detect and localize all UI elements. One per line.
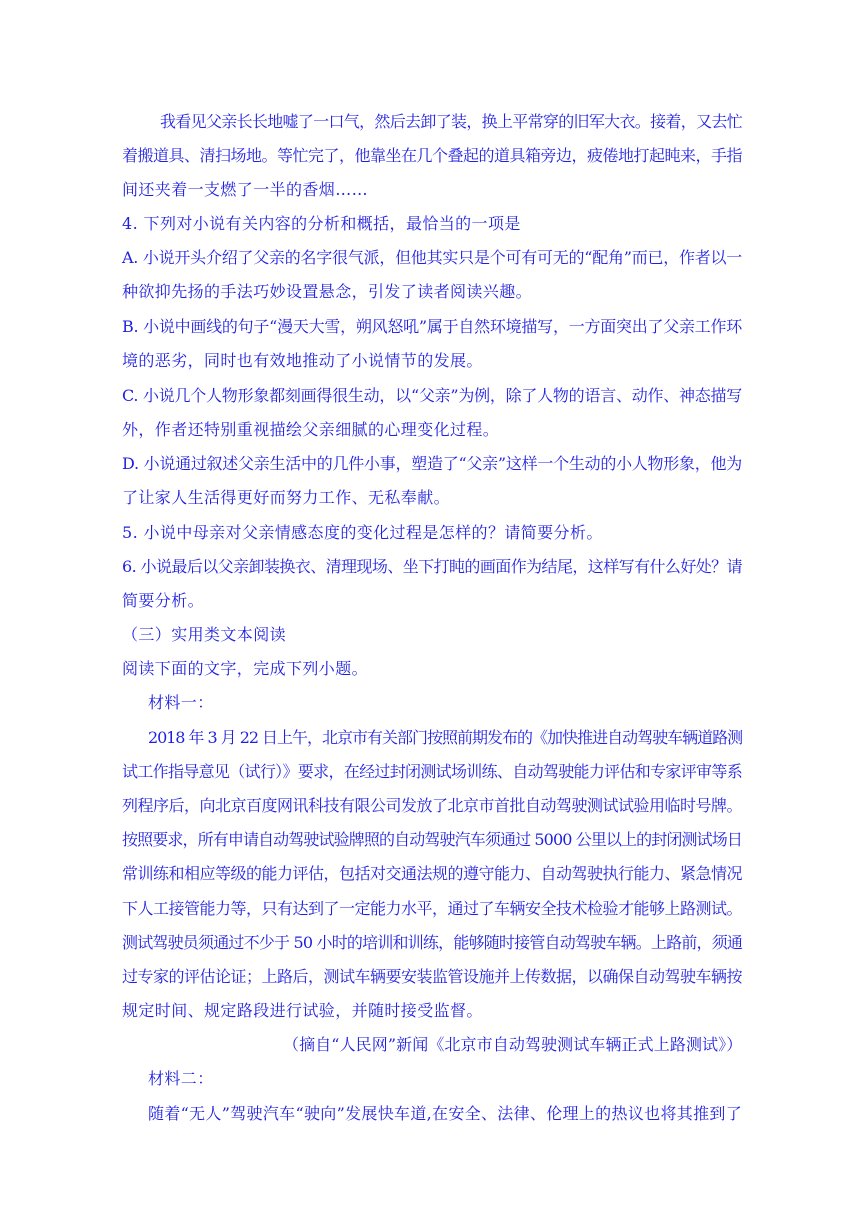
material-1-line: 规定时间、规定路段进行试验，并随时接受监督。 [122,1001,483,1020]
story-paragraph-line: 间还夹着一支燃了一半的香烟…… [122,180,369,199]
material-2-line: 随着“无人”驾驶汽车“驶向”发展快车道,在安全、法律、伦理上的热议也将其推到了 [148,1104,742,1123]
story-paragraph-line: 着搬道具、清扫场地。等忙完了，他靠坐在几个叠起的道具箱旁边，疲倦地打起盹来，手指 [122,146,743,165]
material-1-line: 按照要求，所有申请自动驾驶试验牌照的自动驾驶汽车须通过 5000 公里以上的封闭测试场日 [122,830,742,849]
story-paragraph-line: 我看见父亲长长地嘘了一口气，然后去卸了装，换上平常穿的旧军大衣。接着，又去忙 [160,112,742,131]
question-5: 5. 小说中母亲对父亲情感态度的变化过程是怎样的？请简要分析。 [122,523,603,542]
material-1-line: 试工作指导意见（试行）》要求，在经过封闭测试场训练、自动驾驶能力评估和专家评审等系 [122,762,742,781]
question-4-option-c: C. 小说几个人物形象都刻画得很生动，以“父亲”为例，除了人物的语言、动作、神态描写 [122,386,742,405]
material-1-line: 列程序后，向北京百度网讯科技有限公司发放了北京市首批自动驾驶测试试验用临时号牌。 [122,796,743,815]
material-1-line: 2018 年 3 月 22 日上午，北京市有关部门按照前期发布的《加快推进自动驾驶车辆道路测 [148,728,742,747]
material-2-label: 材料二： [148,1069,214,1088]
material-1-label: 材料一： [148,693,214,712]
question-6: 6. 小说最后以父亲卸装换衣、清理现场、坐下打盹的画面作为结尾，这样写有什么好处？请 [122,557,742,576]
material-1-line: 下人工接管能力等，只有达到了一定能力水平，通过了车辆安全技术检验才能够上路测试。 [122,899,743,918]
question-4-option-c-cont: 外，作者还特别重视描绘父亲细腻的心理变化过程。 [122,420,500,439]
question-4-option-a: A. 小说开头介绍了父亲的名字很气派，但他其实只是个可有可无的“配角”而已，作者以一 [122,248,742,267]
question-4-option-a-cont: 种欲抑先扬的手法巧妙设置悬念，引发了读者阅读兴趣。 [122,282,533,301]
question-4-option-b: B. 小说中画线的句子“漫天大雪，朔风怒吼”属于自然环境描写，一方面突出了父亲工作环 [122,317,742,336]
material-1-source: （摘自“人民网”新闻《北京市自动驾驶测试车辆正式上路测试》） [283,1035,743,1054]
question-4-option-d-cont: 了让家人生活得更好而努力工作、无私奉献。 [122,488,451,507]
question-6-cont: 简要分析。 [122,591,205,610]
material-1-line: 过专家的评估论证；上路后，测试车辆要安装监管设施并上传数据，以确保自动驾驶车辆按 [122,967,743,986]
question-4-option-b-cont: 境的恶劣，同时也有效地推动了小说情节的发展。 [122,351,483,370]
reading-instruction: 阅读下面的文字，完成下列小题。 [122,659,369,678]
material-1-line: 常训练和相应等级的能力评估，包括对交通法规的遵守能力、自动驾驶执行能力、紧急情况 [122,864,743,883]
question-4-stem: 4. 下列对小说有关内容的分析和概括，最恰当的一项是 [122,214,521,233]
material-1-line: 测试驾驶员须通过不少于 50 小时的培训和训练，能够随时接管自动驾驶车辆。上路前，须通 [122,933,743,952]
section-title: （三）实用类文本阅读 [122,625,287,644]
question-4-option-d: D. 小说通过叙述父亲生活中的几件小事，塑造了“父亲”这样一个生动的小人物形象，他为 [122,454,742,473]
